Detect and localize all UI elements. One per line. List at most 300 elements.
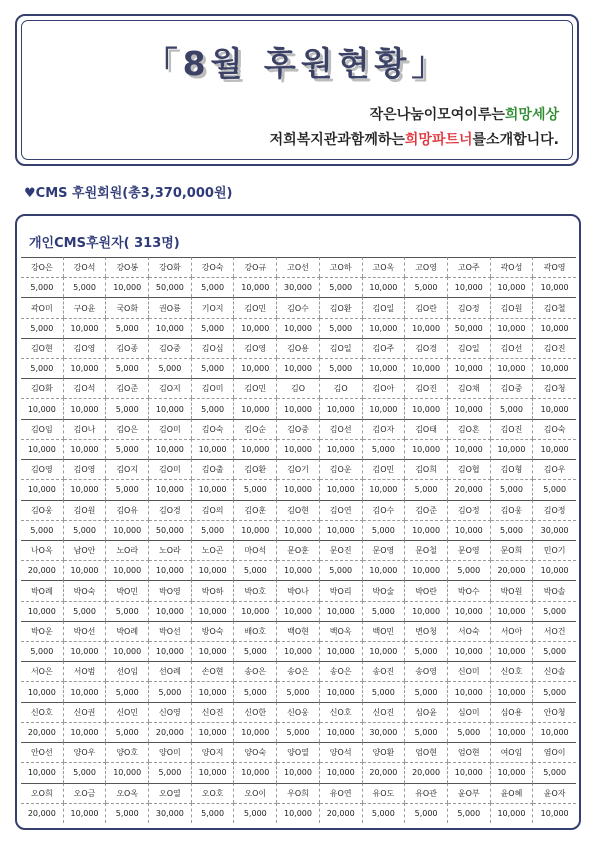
sponsor-amount-cell: 5,000 — [320, 358, 363, 378]
sponsor-name-cell: 김O심 — [192, 338, 235, 358]
sponsor-name-cell: 김O영 — [64, 338, 107, 358]
sponsor-amount-cell: 20,000 — [320, 803, 363, 823]
sponsor-name-cell: 김O청 — [533, 378, 576, 398]
sponsor-amount-cell: 5,000 — [363, 601, 406, 621]
sponsor-amount-cell: 10,000 — [277, 318, 320, 338]
sponsor-grid — [21, 257, 576, 823]
sponsor-name-cell: 송O은 — [234, 661, 277, 681]
sponsor-name-cell: 염O이 — [533, 742, 576, 762]
sponsor-amount-cell: 10,000 — [106, 520, 149, 540]
sponsor-amount-cell: 10,000 — [106, 277, 149, 297]
sponsor-amount-cell: 5,000 — [192, 358, 235, 378]
sponsor-amount-cell: 10,000 — [64, 803, 107, 823]
sponsor-name-cell: 김O임 — [21, 419, 64, 439]
sponsor-name-cell: 오O희 — [21, 783, 64, 803]
sponsor-name-cell: 양O열 — [277, 742, 320, 762]
sponsor-amount-cell: 10,000 — [64, 358, 107, 378]
sponsor-name-cell: 김O현 — [21, 338, 64, 358]
sponsor-amount-cell: 10,000 — [234, 601, 277, 621]
sponsor-name-cell: 남O안 — [64, 540, 107, 560]
sponsor-amount-cell: 10,000 — [234, 520, 277, 540]
section-title: ♥CMS 후원회원(총3,370,000원) — [24, 186, 233, 201]
sponsor-name-cell: 김O나 — [64, 419, 107, 439]
sponsor-amount-cell: 10,000 — [448, 439, 491, 459]
sponsor-name-cell: 문O철 — [405, 540, 448, 560]
sponsor-amount-cell: 10,000 — [149, 560, 192, 580]
sponsor-name-cell: 김O선 — [491, 338, 534, 358]
sponsor-name-cell: 김O혼 — [448, 419, 491, 439]
sponsor-name-cell: 김O철 — [533, 297, 576, 317]
sponsor-name-cell: 김O지 — [106, 459, 149, 479]
sponsor-amount-cell: 50,000 — [149, 277, 192, 297]
sponsor-amount-cell: 10,000 — [320, 601, 363, 621]
sponsor-name-cell: 유O도 — [363, 783, 406, 803]
header-box — [15, 14, 579, 166]
sponsor-name-cell: 박O나 — [277, 580, 320, 600]
sponsor-name-cell: 박O선 — [64, 621, 107, 641]
sponsor-amount-cell: 10,000 — [491, 318, 534, 338]
sponsor-name-cell: 문O진 — [320, 540, 363, 560]
page-title: 「8월 후원현황」 — [144, 44, 450, 83]
sponsor-name-cell: 박O숙 — [64, 580, 107, 600]
sponsor-amount-cell: 10,000 — [448, 358, 491, 378]
sponsor-name-cell: 김O — [320, 378, 363, 398]
sponsor-amount-cell: 10,000 — [192, 560, 235, 580]
sponsor-amount-cell: 5,000 — [533, 641, 576, 661]
sponsor-amount-cell: 10,000 — [106, 641, 149, 661]
sponsor-name-cell: 양O석 — [320, 742, 363, 762]
sponsor-amount-cell: 5,000 — [21, 277, 64, 297]
sponsor-name-cell: 기O지 — [192, 297, 235, 317]
sponsor-amount-cell: 10,000 — [491, 762, 534, 782]
sponsor-name-cell: 고O선 — [277, 257, 320, 277]
sponsor-amount-cell: 5,000 — [491, 520, 534, 540]
sponsor-name-cell: 김O정 — [533, 500, 576, 520]
sponsor-name-cell: 김O영 — [64, 459, 107, 479]
sponsor-amount-cell: 10,000 — [192, 641, 235, 661]
sponsor-name-cell: 김O숙 — [533, 419, 576, 439]
sponsor-name-cell: 박O술 — [363, 580, 406, 600]
sponsor-name-cell: 김O민 — [363, 459, 406, 479]
sponsor-name-cell: 우O희 — [277, 783, 320, 803]
sponsor-name-cell: 김O미 — [192, 378, 235, 398]
sponsor-amount-cell: 5,000 — [234, 479, 277, 499]
sponsor-amount-cell: 10,000 — [277, 398, 320, 418]
sponsor-name-cell: 김O희 — [405, 459, 448, 479]
sponsor-amount-cell: 10,000 — [533, 358, 576, 378]
sponsor-amount-cell: 20,000 — [21, 560, 64, 580]
sponsor-name-cell: 김O환 — [234, 459, 277, 479]
sponsor-name-cell: 김O일 — [363, 297, 406, 317]
sponsor-name-cell: 김O경 — [149, 500, 192, 520]
sponsor-amount-cell: 10,000 — [277, 803, 320, 823]
sponsor-amount-cell: 5,000 — [64, 277, 107, 297]
sponsor-amount-cell: 5,000 — [106, 681, 149, 701]
sponsor-name-cell: 김O기 — [277, 459, 320, 479]
sponsor-amount-cell: 5,000 — [106, 479, 149, 499]
sponsor-amount-cell: 20,000 — [363, 762, 406, 782]
sponsor-amount-cell: 10,000 — [192, 681, 235, 701]
sponsor-name-cell: 김O종 — [106, 338, 149, 358]
sponsor-amount-cell: 10,000 — [149, 318, 192, 338]
sponsor-name-cell: 서O은 — [21, 661, 64, 681]
sponsor-name-cell: 고O영 — [405, 257, 448, 277]
sponsor-amount-cell: 10,000 — [363, 398, 406, 418]
sponsor-name-cell: 선O례 — [149, 661, 192, 681]
sponsor-amount-cell: 10,000 — [405, 318, 448, 338]
sponsor-name-cell: 김O순 — [234, 419, 277, 439]
sponsor-name-cell: 강O은 — [21, 257, 64, 277]
sponsor-amount-cell: 5,000 — [106, 358, 149, 378]
sponsor-amount-cell: 10,000 — [533, 277, 576, 297]
sponsor-name-cell: 김O준 — [106, 378, 149, 398]
sponsor-amount-cell: 10,000 — [363, 641, 406, 661]
sponsor-amount-cell: 5,000 — [533, 681, 576, 701]
tagline-1-highlight: 희망세상 — [504, 107, 559, 123]
sponsor-amount-cell: 5,000 — [21, 520, 64, 540]
sponsor-amount-cell: 10,000 — [448, 641, 491, 661]
sponsor-name-cell: 강O숙 — [192, 257, 235, 277]
sponsor-name-cell: 신O웅 — [277, 702, 320, 722]
tagline-2 — [270, 129, 559, 149]
sponsor-amount-cell: 10,000 — [405, 520, 448, 540]
sponsor-amount-cell: 10,000 — [64, 318, 107, 338]
sponsor-amount-cell: 10,000 — [448, 681, 491, 701]
sponsor-amount-cell: 20,000 — [448, 479, 491, 499]
sponsor-amount-cell: 5,000 — [405, 803, 448, 823]
sponsor-name-cell: 박O선 — [149, 621, 192, 641]
tagline-2-suffix: 를소개합니다. — [472, 132, 559, 148]
sponsor-amount-cell: 30,000 — [363, 722, 406, 742]
sponsor-name-cell: 신O솔 — [533, 661, 576, 681]
sponsor-amount-cell: 10,000 — [192, 762, 235, 782]
sponsor-name-cell: 문O훈 — [277, 540, 320, 560]
sponsor-name-cell: 김O민 — [234, 378, 277, 398]
sponsor-name-cell: 김O화 — [21, 378, 64, 398]
sponsor-amount-cell: 10,000 — [491, 277, 534, 297]
sponsor-amount-cell: 5,000 — [106, 803, 149, 823]
sponsor-name-cell: 안O청 — [533, 702, 576, 722]
sponsor-name-cell: 김O용 — [277, 338, 320, 358]
sponsor-name-cell: 고O옥 — [363, 257, 406, 277]
sponsor-name-cell: 김O준 — [405, 500, 448, 520]
sponsor-name-cell: 강O규 — [234, 257, 277, 277]
sponsor-name-cell: 신O호 — [320, 702, 363, 722]
sponsor-name-cell: 김O중 — [277, 419, 320, 439]
sponsor-amount-cell: 30,000 — [533, 520, 576, 540]
sponsor-name-cell: 신O호 — [21, 702, 64, 722]
sponsor-amount-cell: 5,000 — [320, 318, 363, 338]
sponsor-amount-cell: 20,000 — [491, 560, 534, 580]
sponsor-amount-cell: 10,000 — [234, 398, 277, 418]
sponsor-name-cell: 김O일 — [320, 338, 363, 358]
sponsor-name-cell: 방O숙 — [192, 621, 235, 641]
sponsor-name-cell: 김O미 — [149, 419, 192, 439]
sponsor-name-cell: 송O은 — [277, 661, 320, 681]
sponsor-amount-cell: 5,000 — [21, 358, 64, 378]
sponsor-name-cell: 신O영 — [149, 702, 192, 722]
sponsor-name-cell: 김O민 — [234, 297, 277, 317]
sponsor-name-cell: 김O수 — [363, 500, 406, 520]
sponsor-amount-cell: 10,000 — [448, 520, 491, 540]
sponsor-amount-cell: 5,000 — [149, 358, 192, 378]
sponsor-name-cell: 심O용 — [491, 702, 534, 722]
sponsor-amount-cell: 10,000 — [149, 641, 192, 661]
sponsor-amount-cell: 10,000 — [234, 358, 277, 378]
sponsor-amount-cell: 5,000 — [448, 560, 491, 580]
sponsor-amount-cell: 10,000 — [21, 681, 64, 701]
sponsor-amount-cell: 10,000 — [491, 722, 534, 742]
sponsor-amount-cell: 5,000 — [277, 681, 320, 701]
sponsor-name-cell: 송O진 — [363, 661, 406, 681]
sponsor-amount-cell: 5,000 — [149, 681, 192, 701]
sponsor-amount-cell: 10,000 — [64, 641, 107, 661]
sponsor-amount-cell: 10,000 — [277, 479, 320, 499]
sponsor-name-cell: 강O화 — [149, 257, 192, 277]
sponsor-amount-cell: 5,000 — [234, 803, 277, 823]
sponsor-name-cell: 김O형 — [491, 459, 534, 479]
sponsor-amount-cell: 5,000 — [21, 641, 64, 661]
sponsor-name-cell: 곽O영 — [533, 257, 576, 277]
sponsor-amount-cell: 10,000 — [234, 439, 277, 459]
sponsor-amount-cell: 10,000 — [64, 439, 107, 459]
sponsor-name-cell: 곽O미 — [21, 297, 64, 317]
sponsor-amount-cell: 5,000 — [405, 641, 448, 661]
sponsor-amount-cell: 10,000 — [149, 479, 192, 499]
sponsor-amount-cell: 10,000 — [21, 601, 64, 621]
sponsor-amount-cell: 5,000 — [21, 318, 64, 338]
sponsor-name-cell: 박O호 — [234, 580, 277, 600]
sponsor-amount-cell: 20,000 — [21, 803, 64, 823]
sponsor-name-cell: 김O진 — [533, 338, 576, 358]
sponsor-amount-cell: 5,000 — [149, 762, 192, 782]
sponsor-amount-cell: 5,000 — [64, 762, 107, 782]
sponsor-name-cell: 강O봉 — [106, 257, 149, 277]
sponsor-name-cell: 유O관 — [405, 783, 448, 803]
sponsor-name-cell: 김O은 — [106, 419, 149, 439]
sponsor-name-cell: 민O기 — [533, 540, 576, 560]
sponsor-amount-cell: 10,000 — [64, 398, 107, 418]
sponsor-amount-cell: 10,000 — [234, 722, 277, 742]
sponsor-amount-cell: 5,000 — [192, 803, 235, 823]
tagline-1 — [370, 104, 559, 124]
sponsor-amount-cell: 10,000 — [405, 560, 448, 580]
sponsor-amount-cell: 10,000 — [448, 762, 491, 782]
sponsor-amount-cell: 5,000 — [106, 318, 149, 338]
sponsor-amount-cell: 10,000 — [277, 439, 320, 459]
sponsor-amount-cell: 5,000 — [533, 601, 576, 621]
sponsor-name-cell: 신O미 — [448, 661, 491, 681]
sponsor-name-cell: 양O호 — [106, 742, 149, 762]
sponsor-amount-cell: 10,000 — [277, 358, 320, 378]
sponsor-name-cell: 노O곤 — [192, 540, 235, 560]
sponsor-amount-cell: 20,000 — [405, 762, 448, 782]
sponsor-amount-cell: 10,000 — [320, 520, 363, 540]
sponsor-name-cell: 권O룡 — [149, 297, 192, 317]
sponsor-amount-cell: 10,000 — [533, 803, 576, 823]
sponsor-table-box — [15, 214, 581, 830]
sponsor-name-cell: 안O선 — [21, 742, 64, 762]
sponsor-name-cell: 김O태 — [405, 419, 448, 439]
sponsor-amount-cell: 10,000 — [491, 803, 534, 823]
sponsor-name-cell: 국O화 — [106, 297, 149, 317]
sponsor-name-cell: 엄O현 — [448, 742, 491, 762]
sponsor-name-cell: 김O주 — [363, 338, 406, 358]
sponsor-amount-cell: 10,000 — [405, 398, 448, 418]
sponsor-name-cell: 심O윤 — [405, 702, 448, 722]
sponsor-name-cell: 고O하 — [320, 257, 363, 277]
sponsor-amount-cell: 5,000 — [192, 520, 235, 540]
sponsor-amount-cell: 5,000 — [192, 398, 235, 418]
sponsor-amount-cell: 10,000 — [192, 722, 235, 742]
sponsor-name-cell: 심O미 — [448, 702, 491, 722]
sponsor-amount-cell: 10,000 — [448, 398, 491, 418]
sponsor-name-cell: 박O민 — [106, 580, 149, 600]
sponsor-name-cell: 윤O혜 — [491, 783, 534, 803]
sponsor-amount-cell: 10,000 — [21, 439, 64, 459]
sponsor-name-cell: 박O례 — [21, 580, 64, 600]
sponsor-amount-cell: 5,000 — [64, 601, 107, 621]
sponsor-amount-cell: 50,000 — [448, 318, 491, 338]
sponsor-name-cell: 신O호 — [491, 661, 534, 681]
sponsor-amount-cell: 10,000 — [491, 439, 534, 459]
sponsor-amount-cell: 10,000 — [405, 358, 448, 378]
sponsor-amount-cell: 10,000 — [64, 479, 107, 499]
sponsor-name-cell: 김O연 — [320, 500, 363, 520]
sponsor-amount-cell: 5,000 — [405, 479, 448, 499]
sponsor-name-cell: 백O민 — [363, 621, 406, 641]
sponsor-amount-cell: 10,000 — [192, 479, 235, 499]
sponsor-name-cell: 김O미 — [149, 459, 192, 479]
sponsor-amount-cell: 10,000 — [21, 398, 64, 418]
sponsor-name-cell: 김O지 — [149, 378, 192, 398]
sponsor-name-cell: 오O이 — [234, 783, 277, 803]
sponsor-amount-cell: 10,000 — [363, 560, 406, 580]
sponsor-amount-cell: 10,000 — [491, 601, 534, 621]
sponsor-amount-cell: 10,000 — [64, 722, 107, 742]
sponsor-amount-cell: 10,000 — [106, 762, 149, 782]
sponsor-name-cell: 김O운 — [320, 459, 363, 479]
sponsor-name-cell: 김O석 — [64, 378, 107, 398]
sponsor-amount-cell: 10,000 — [363, 318, 406, 338]
sponsor-name-cell: 김O진 — [405, 378, 448, 398]
sponsor-amount-cell: 5,000 — [106, 601, 149, 621]
sponsor-name-cell: 윤O부 — [448, 783, 491, 803]
sponsor-amount-cell: 10,000 — [405, 601, 448, 621]
sponsor-amount-cell: 10,000 — [149, 398, 192, 418]
sponsor-name-cell: 박O원 — [491, 580, 534, 600]
sponsor-name-cell: 노O라 — [106, 540, 149, 560]
sponsor-amount-cell: 10,000 — [533, 439, 576, 459]
sponsor-name-cell: 김O경 — [405, 338, 448, 358]
sponsor-name-cell: 김O영 — [234, 338, 277, 358]
sponsor-name-cell: 노O라 — [149, 540, 192, 560]
sponsor-name-cell: 신O권 — [64, 702, 107, 722]
sponsor-name-cell: 김O선 — [320, 419, 363, 439]
sponsor-name-cell: 신O민 — [106, 702, 149, 722]
sponsor-name-cell: 문O영 — [448, 540, 491, 560]
sponsor-name-cell: 백O현 — [277, 621, 320, 641]
sponsor-name-cell: 김O의 — [192, 500, 235, 520]
sponsor-amount-cell: 10,000 — [448, 277, 491, 297]
sponsor-amount-cell: 5,000 — [320, 560, 363, 580]
sponsor-name-cell: 김O출 — [192, 459, 235, 479]
sponsor-amount-cell: 10,000 — [277, 560, 320, 580]
sponsor-name-cell: 김O중 — [149, 338, 192, 358]
sponsor-name-cell: 서O건 — [533, 621, 576, 641]
sponsor-name-cell: 김O채 — [448, 378, 491, 398]
sponsor-name-cell: 손O현 — [192, 661, 235, 681]
sponsor-amount-cell: 5,000 — [363, 520, 406, 540]
sponsor-amount-cell: 10,000 — [106, 560, 149, 580]
sponsor-amount-cell: 5,000 — [363, 803, 406, 823]
sponsor-amount-cell: 5,000 — [533, 762, 576, 782]
sponsor-name-cell: 김O — [277, 378, 320, 398]
sponsor-amount-cell: 10,000 — [149, 439, 192, 459]
sponsor-amount-cell: 10,000 — [64, 560, 107, 580]
sponsor-amount-cell: 10,000 — [320, 479, 363, 499]
sponsor-name-cell: 김O원 — [64, 500, 107, 520]
sponsor-amount-cell: 10,000 — [21, 762, 64, 782]
sponsor-name-cell: 마O석 — [234, 540, 277, 560]
sponsor-name-cell: 박O솔 — [533, 580, 576, 600]
sponsor-name-cell: 문O희 — [491, 540, 534, 560]
sponsor-amount-cell: 10,000 — [149, 601, 192, 621]
sponsor-name-cell: 유O연 — [320, 783, 363, 803]
sponsor-name-cell: 오O열 — [149, 783, 192, 803]
tagline-1-prefix: 작은나눔이모여이루는 — [369, 107, 505, 123]
sponsor-amount-cell: 50,000 — [149, 520, 192, 540]
sponsor-name-cell: 구O윤 — [64, 297, 107, 317]
sponsor-name-cell: 김O원 — [491, 297, 534, 317]
sponsor-name-cell: 신O한 — [234, 702, 277, 722]
sponsor-name-cell: 김O웅 — [21, 500, 64, 520]
sponsor-name-cell: 김O우 — [533, 459, 576, 479]
sponsor-name-cell: 송O영 — [405, 661, 448, 681]
sponsor-name-cell: 서O범 — [64, 661, 107, 681]
sponsor-name-cell: 박O례 — [106, 621, 149, 641]
sponsor-amount-cell: 10,000 — [533, 560, 576, 580]
sponsor-name-cell: 선O임 — [106, 661, 149, 681]
sponsor-amount-cell: 10,000 — [320, 641, 363, 661]
sponsor-name-cell: 윤O자 — [533, 783, 576, 803]
sponsor-name-cell: 박O하 — [192, 580, 235, 600]
sponsor-amount-cell: 5,000 — [192, 318, 235, 338]
sponsor-amount-cell: 30,000 — [277, 277, 320, 297]
sponsor-name-cell: 김O현 — [277, 500, 320, 520]
sponsor-name-cell: 박O란 — [405, 580, 448, 600]
sponsor-name-cell: 박O수 — [448, 580, 491, 600]
sponsor-amount-cell: 10,000 — [192, 439, 235, 459]
sponsor-name-cell: 서O아 — [491, 621, 534, 641]
sponsor-amount-cell: 10,000 — [363, 358, 406, 378]
sponsor-amount-cell: 5,000 — [533, 479, 576, 499]
sponsor-amount-cell: 10,000 — [491, 641, 534, 661]
sponsor-amount-cell: 10,000 — [277, 520, 320, 540]
sponsor-name-cell: 양O우 — [64, 742, 107, 762]
sponsor-name-cell: 배O호 — [234, 621, 277, 641]
sponsor-name-cell: 서O숙 — [448, 621, 491, 641]
sponsor-amount-cell: 10,000 — [64, 681, 107, 701]
sponsor-amount-cell: 10,000 — [533, 398, 576, 418]
sponsor-name-cell: 김O일 — [448, 338, 491, 358]
sponsor-amount-cell: 10,000 — [320, 398, 363, 418]
sponsor-name-cell: 양O지 — [192, 742, 235, 762]
sponsor-amount-cell: 5,000 — [405, 277, 448, 297]
sponsor-amount-cell: 5,000 — [234, 560, 277, 580]
tagline-2-prefix: 저희복지관과함께하는 — [269, 132, 405, 148]
sponsor-name-cell: 신O진 — [363, 702, 406, 722]
